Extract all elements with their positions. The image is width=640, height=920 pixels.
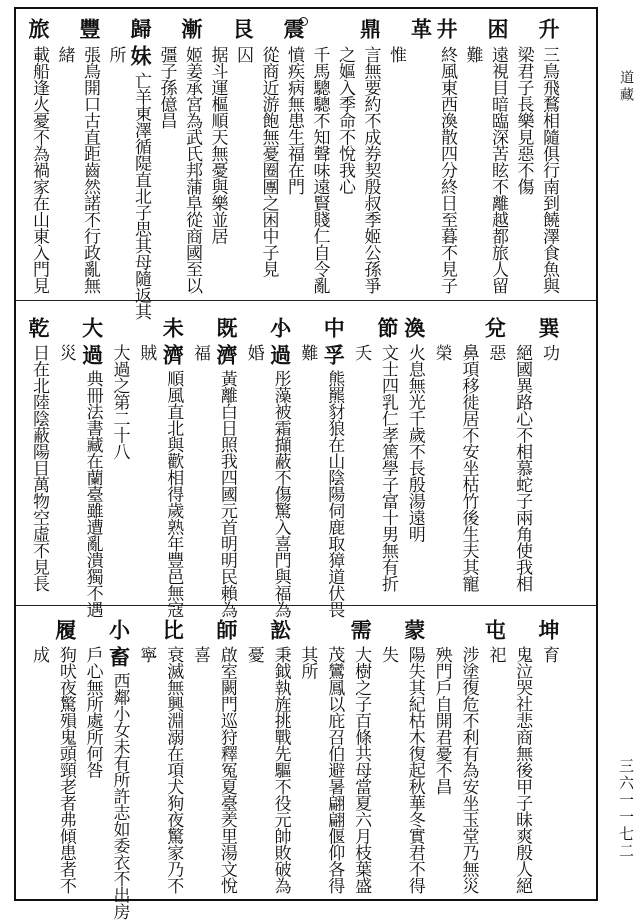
verse-text: 喜 (190, 646, 211, 663)
verse-text: 之嫗入季命不悅我心 (335, 46, 355, 195)
verse-text: 涉塗復危不利有為安坐玉堂乃無災 (458, 646, 479, 894)
hexagram-heading: 鼎 (357, 18, 383, 45)
verse-text: 典冊法書藏在蘭臺雖遭亂潰獨不遇 (82, 370, 103, 618)
verse-text: 姬姜承宮為武氏邦蒲阜從商國至以 (182, 46, 202, 294)
verse-text: 絕國異路心不相慕蛇子兩角使我相 (512, 344, 533, 592)
verse-text: 災 (55, 344, 76, 361)
hexagram-heading: 升 (536, 18, 561, 45)
verse-text: 秉鉞執旌挑戰先驅不役元帥敗破為 (270, 646, 291, 894)
verse-text: 狗吠夜驚殞鬼頭頸老者弗傾患者不 (55, 646, 76, 894)
verse-text: 祀 (485, 646, 506, 663)
hexagram-heading: 大過 (79, 317, 105, 371)
hexagram-heading: 中孚 (321, 317, 347, 371)
verse-text: 憂 (243, 646, 264, 663)
hexagram-heading: 困 (485, 18, 510, 45)
verse-text: 千馬驄驄不知聲味遠賢賤仁自令亂 (309, 46, 330, 294)
hexagram-heading: 渙 (401, 317, 427, 344)
hexagram-heading: 履 (52, 619, 78, 646)
section-marker (275, 623, 284, 632)
verse-text: 黃離白日照我四國元首明明民賴為 (216, 370, 237, 618)
hexagram-heading: 艮 (230, 18, 255, 45)
verse-text: 賊 (136, 344, 157, 361)
verse-text: 陽失其紀枯木復起秋華冬實君不得 (404, 646, 425, 894)
hexagram-heading: 巽 (536, 317, 561, 344)
verse-text: 彤藻被霜擷蔽不傷驚入喜門與福為 (270, 370, 291, 618)
hexagram-heading: 震 (281, 18, 306, 45)
verse-text: 載船逢火憂不為禍家在山東入門見 (29, 46, 49, 294)
verse-text: 榮 (431, 344, 452, 361)
verse-text: 文士四乳仁孝篤學子富十男無有折 (377, 344, 398, 592)
verse-text: 熊羆豺狼在山陰陽伺鹿取獐道伏畏 (324, 370, 345, 618)
verse-text: 從商近游飽無憂圈團之困中子見 (258, 46, 279, 277)
verse-text: 大過之第二十八 (109, 344, 130, 460)
hexagram-heading: 漸 (179, 18, 204, 45)
verse-text: 緒 (54, 46, 75, 63)
verse-text: 梁君子長樂見惡不傷 (513, 46, 534, 195)
verse-text: 順風直北與歡相得歲熟年豐邑無寇 (163, 370, 184, 618)
verse-text: 亡羊東澤循隄直北子思其母隨返其 (131, 72, 151, 320)
hexagram-heading: 井 (434, 18, 459, 45)
verse-text: 惟 (386, 46, 406, 63)
hexagram-heading: 小過 (267, 317, 293, 371)
verse-text: 戶心無所處所何咎 (82, 646, 103, 778)
section-marker (278, 322, 287, 331)
verse-text: 張鳥開口古直距齒然諾不行政亂無 (80, 46, 100, 294)
verse-text: 言無要約不成券契殷叔季姬公孫爭 (360, 46, 381, 294)
verse-text: 難 (297, 344, 318, 361)
hexagram-heading: 既濟 (213, 317, 239, 371)
verse-text: 婚 (243, 344, 264, 361)
verse-text: 据斗運樞順天無憂與樂並居 (207, 46, 228, 244)
hexagram-heading: 歸妹 (128, 18, 153, 72)
verse-text: 終風東西渙散四分終日至暮不見子 (437, 46, 457, 294)
hexagram-heading: 旅 (26, 18, 51, 45)
section-marker (299, 17, 308, 26)
verse-text: 成 (29, 646, 49, 663)
verse-text: 鼻項移徙居不安坐枯竹後生夫其寵 (458, 344, 479, 592)
hexagram-heading: 兌 (482, 317, 508, 344)
verse-text: 鬼泣哭社悲商無後甲子昧爽殷人絕 (512, 646, 533, 894)
verse-text: 功 (539, 344, 559, 361)
verse-text: 所 (105, 46, 126, 63)
page-number: 三六一一七二 (617, 758, 635, 860)
side-title: 道藏 (618, 70, 634, 104)
verse-text: 福 (190, 344, 211, 361)
verse-text: 難 (462, 46, 483, 63)
verse-text: 啟室闕門巡狩釋冤夏臺羑里湯文悅 (216, 646, 237, 894)
verse-text: 惡 (485, 344, 506, 361)
hexagram-heading: 比 (160, 619, 186, 646)
hexagram-heading: 訟 (267, 619, 293, 646)
hexagram-heading: 需 (348, 619, 374, 646)
verse-text: 彊子孫億昌 (156, 46, 177, 129)
hexagram-heading: 節 (374, 317, 400, 344)
verse-text: 夭 (351, 344, 372, 361)
hexagram-heading: 乾 (26, 317, 51, 344)
verse-text: 囚 (233, 46, 253, 63)
hexagram-heading: 豐 (77, 18, 102, 45)
verse-text: 日在北陸陰蔽陽目萬物空虛不見長 (29, 344, 49, 592)
verse-text: 衰滅無興淵溺在項犬狗夜驚家乃不 (163, 646, 184, 894)
verse-text: 寧 (136, 646, 157, 663)
section-divider (16, 605, 596, 606)
verse-text: 火息無光千歲不長殷湯遠明 (404, 344, 425, 542)
section-divider (16, 300, 596, 301)
verse-text: 其所 (297, 646, 318, 679)
hexagram-heading: 屯 (482, 619, 508, 646)
verse-text: 殃門戶自開君憂不昌 (431, 646, 452, 795)
verse-text: 遠視目暗臨深苦眩不離越都旅人留 (488, 46, 508, 294)
hexagram-heading: 未濟 (160, 317, 186, 371)
verse-text: 茂鸞鳳以庇召伯避暑翩翩偃仰各得 (324, 646, 345, 894)
verse-text: 三鳥飛鶩相隨俱行南到饒澤食魚與 (539, 46, 559, 294)
verse-text: 大樹之子百條共母當夏六月枝葉盛 (351, 646, 372, 894)
hexagram-heading: 師 (213, 619, 239, 646)
verse-text: 育 (539, 646, 559, 663)
hexagram-heading: 蒙 (401, 619, 427, 646)
verse-text: 失 (377, 646, 398, 663)
verse-text: 西鄰小女未有所許志如委衣不出房 (109, 672, 130, 920)
hexagram-heading: 革 (408, 18, 434, 45)
verse-text: 憤疾病無患生福在門 (284, 46, 304, 195)
hexagram-heading: 坤 (536, 619, 561, 646)
hexagram-heading: 小畜 (106, 619, 132, 673)
